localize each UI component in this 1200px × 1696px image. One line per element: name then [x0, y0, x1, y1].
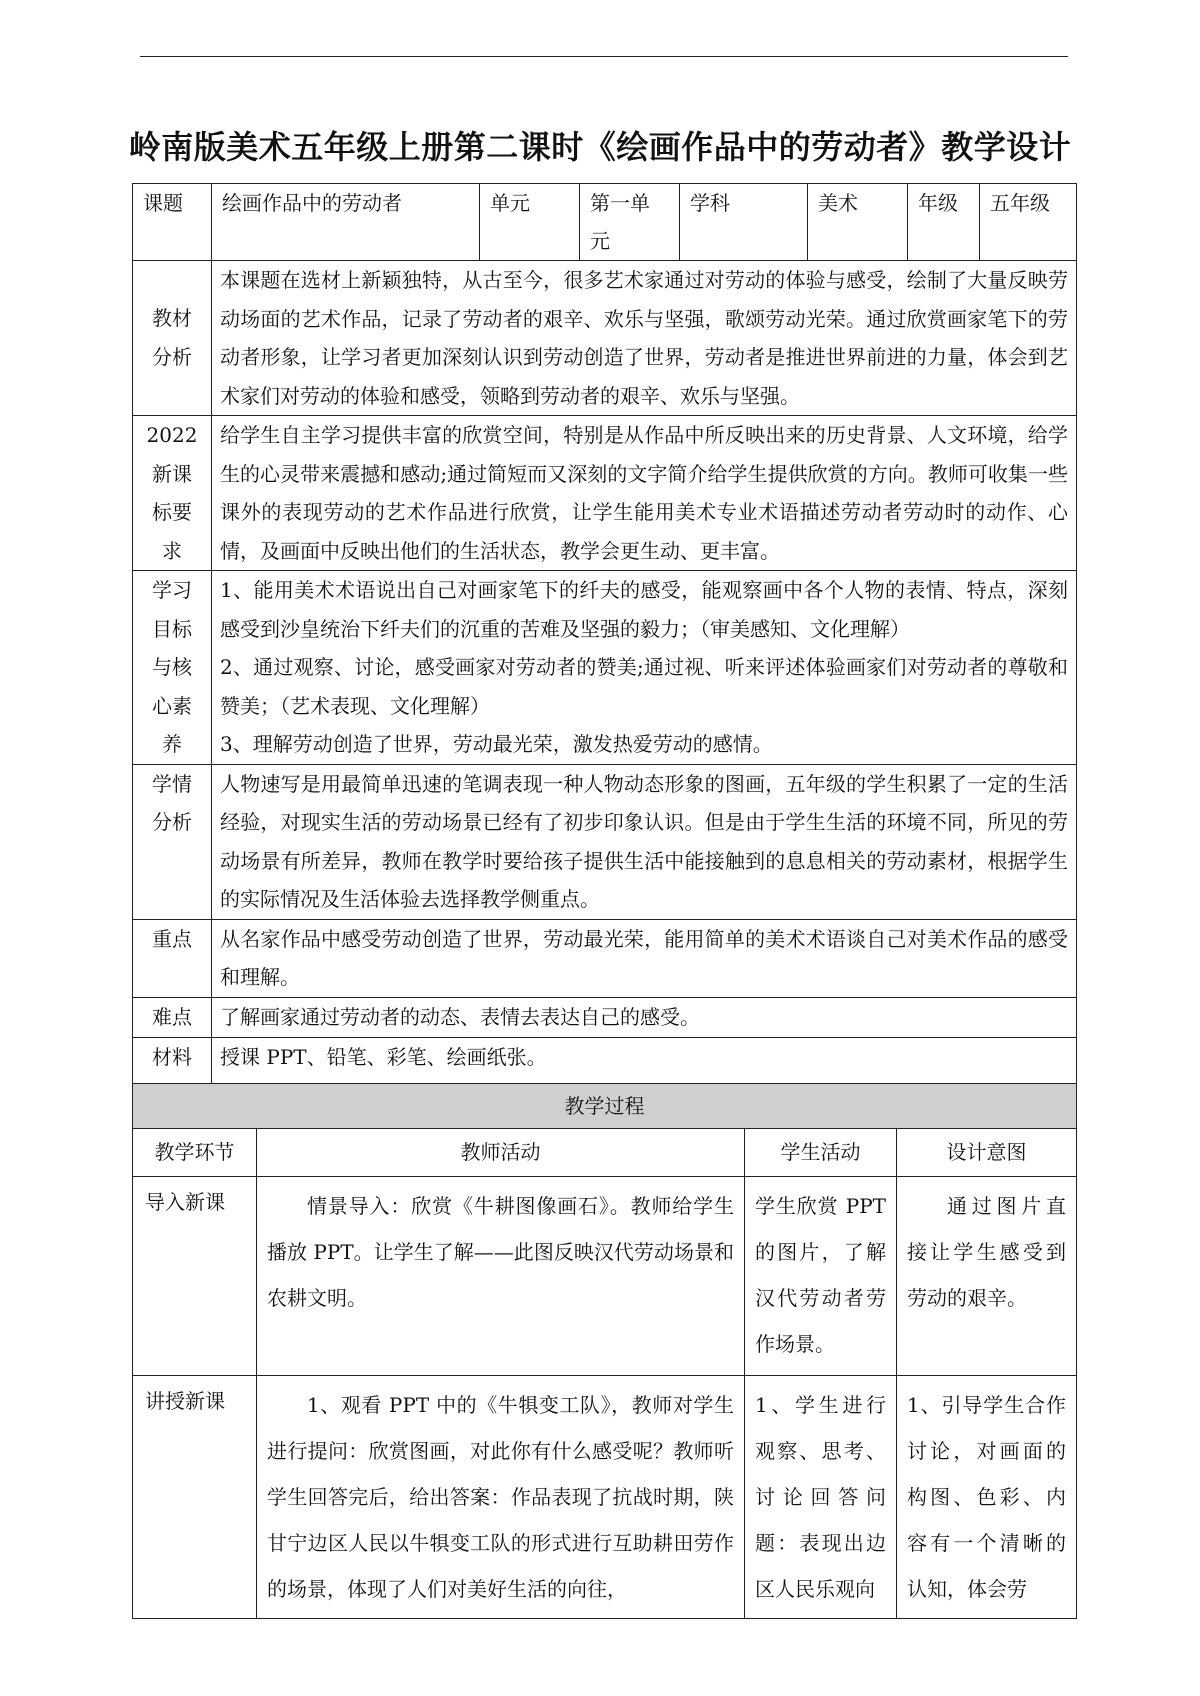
teacher-activity: 情景导入：欣赏《牛耕图像画石》。教师给学生播放 PPT。让学生了解——此图反映汉代劳动场景和农耕文明。 — [257, 1177, 745, 1376]
section-label: 学情 分析 — [133, 764, 212, 919]
section-content: 授课 PPT、铅笔、彩笔、绘画纸张。 — [212, 1037, 1077, 1115]
student-activity: 学生欣赏 PPT 的图片，了解汉代劳动者劳作场景。 — [745, 1177, 897, 1376]
section-row-learning-goals — [133, 571, 1077, 765]
section-row-difficulties — [133, 997, 1077, 1037]
info-header-row — [133, 184, 1077, 261]
teacher-activity: 1、观看 PPT 中的《牛犋变工队》，教师对学生进行提问：欣赏图画，对此你有什么感受呢？教师听学生回答完后，给出答案：作品表现了抗战时期，陕甘宁边区人民以牛犋变工队的形式进行互助耕田劳作的场景，体现了人们对美好生活的向往， — [257, 1376, 745, 1619]
section-content: 给学生自主学习提供丰富的欣赏空间，特别是从作品中所反映出来的历史背景、人文环境，给学生的心灵带来震撼和感动;通过简短而又深刻的文字简介给学生提供欣赏的方向。教师可收集一些课外的表现劳动的艺术作品进行欣赏，让学生能用美术专业术语描述劳动者劳动时的动作、心情，及画面中反映出他们的生活状态，教学会更生动、更丰富。 — [212, 416, 1077, 571]
design-intent: 通过图片直接让学生感受到劳动的艰辛。 — [897, 1177, 1077, 1376]
document-title: 岭南版美术五年级上册第二课时《绘画作品中的劳动者》教学设计 — [128, 128, 1072, 166]
header-stage: 教学环节 — [133, 1129, 257, 1177]
process-banner: 教学过程 — [133, 1084, 1077, 1129]
section-content: 从名家作品中感受劳动创造了世界，劳动最光荣，能用简单的美术术语谈自己对美术作品的感受和理解。 — [212, 919, 1077, 997]
design-intent: 1、引导学生合作讨论，对画面的构图、色彩、内容有一个清晰的认知，体会劳 — [897, 1376, 1077, 1619]
header-rule — [140, 56, 1068, 57]
section-label: 2022 新课 标要 求 — [133, 416, 212, 571]
section-row-curriculum-standard — [133, 416, 1077, 571]
header-teacher: 教师活动 — [257, 1129, 745, 1177]
subject-value: 美术 — [808, 184, 908, 261]
process-banner-row — [133, 1084, 1077, 1129]
unit-label: 单元 — [480, 184, 580, 261]
process-table — [132, 1083, 1077, 1619]
grade-label: 年级 — [908, 184, 980, 261]
header-student: 学生活动 — [745, 1129, 897, 1177]
section-content: 人物速写是用最简单迅速的笔调表现一种人物动态形象的图画，五年级的学生积累了一定的生活经验，对现实生活的劳动场景已经有了初步印象认识。但是由于学生生活的环境不同，所见的劳动场景有所差异，教师在教学时要给孩子提供生活中能接触到的息息相关的劳动素材，根据学生的实际情况及生活体验去选择教学侧重点。 — [212, 764, 1077, 919]
section-content: 1、能用美术术语说出自己对画家笔下的纤夫的感受，能观察画中各个人物的表情、特点，深刻感受到沙皇统治下纤夫们的沉重的苦难及坚强的毅力；（审美感知、文化理解） 2、通过观察、讨论，感受画家对劳动者的赞美;通过视、听来评述体验画家们对劳动者的尊敬和赞美；（艺术表现、文化理解） 3、理解劳动创造了世界，劳动最光荣，激发热爱劳动的感情。 — [212, 571, 1077, 765]
header-intent: 设计意图 — [897, 1129, 1077, 1177]
topic-value: 绘画作品中的劳动者 — [212, 184, 480, 261]
process-row-teaching — [133, 1376, 1077, 1619]
section-label: 学习 目标 与核 心素 养 — [133, 571, 212, 765]
section-row-material-analysis — [133, 261, 1077, 416]
section-row-key-points — [133, 919, 1077, 997]
subject-label: 学科 — [680, 184, 808, 261]
section-row-student-analysis — [133, 764, 1077, 919]
student-activity: 1、学生进行观察、思考、讨论回答问题：表现出边区人民乐观向 — [745, 1376, 897, 1619]
section-content: 了解画家通过劳动者的动态、表情去表达自己的感受。 — [212, 997, 1077, 1037]
section-label: 难点 — [133, 997, 212, 1037]
topic-label: 课题 — [133, 184, 212, 261]
info-table — [132, 183, 1077, 1116]
stage-cell: 讲授新课 — [133, 1376, 257, 1619]
section-label: 教材 分析 — [133, 261, 212, 416]
process-row-intro — [133, 1177, 1077, 1376]
unit-value: 第一单元 — [580, 184, 680, 261]
section-content: 本课题在选材上新颖独特，从古至今，很多艺术家通过对劳动的体验与感受，绘制了大量反映劳动场面的艺术作品，记录了劳动者的艰辛、欢乐与坚强，歌颂劳动光荣。通过欣赏画家笔下的劳动者形象，让学习者更加深刻认识到劳动创造了世界，劳动者是推进世界前进的力量，体会到艺术家们对劳动的体验和感受，领略到劳动者的艰辛、欢乐与坚强。 — [212, 261, 1077, 416]
grade-value: 五年级 — [980, 184, 1077, 261]
stage-cell: 导入新课 — [133, 1177, 257, 1376]
section-label: 材料 — [133, 1037, 212, 1115]
section-label: 重点 — [133, 919, 212, 997]
process-header-row — [133, 1129, 1077, 1177]
